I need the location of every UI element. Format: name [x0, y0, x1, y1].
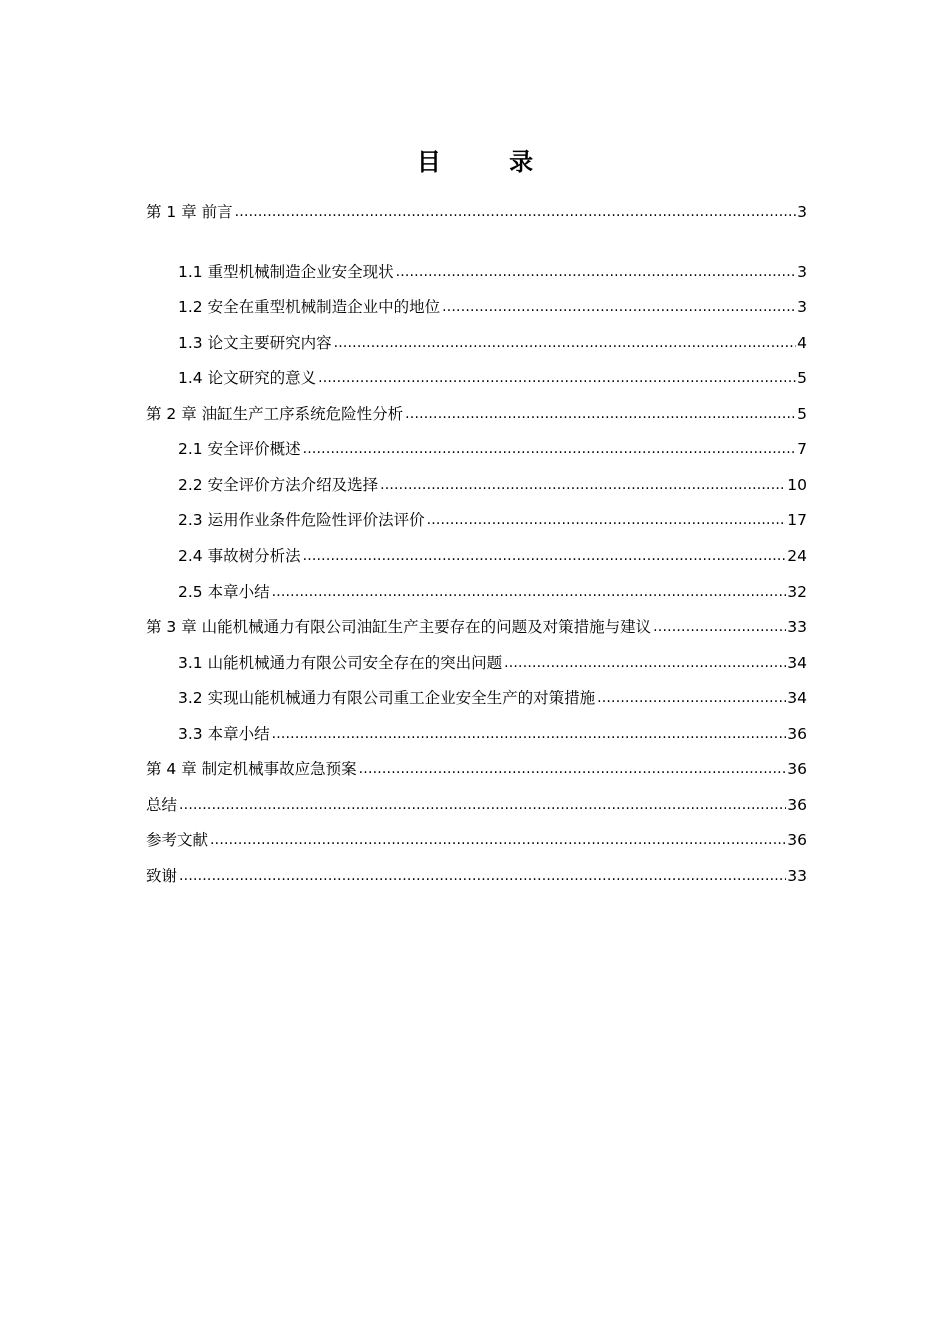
- toc-leader-dots: [597, 687, 786, 709]
- toc-entry-chapter-4[interactable]: [146, 756, 807, 780]
- toc-entry-chapter-1[interactable]: [146, 199, 807, 223]
- toc-page-number: 34: [787, 654, 807, 672]
- toc-entry-label: 2.3 运用作业条件危险性评价法评价: [178, 511, 425, 529]
- toc-leader-dots: [380, 474, 786, 496]
- toc-entry-chapter-3[interactable]: [146, 614, 807, 638]
- toc-entry-label: 1.1 重型机械制造企业安全现状: [178, 263, 394, 281]
- toc-leader-dots: [359, 758, 787, 780]
- toc-entry-label: 第 2 章 油缸生产工序系统危险性分析: [146, 405, 404, 423]
- toc-entry-3-1[interactable]: [178, 650, 807, 674]
- toc-entry-chapter-2[interactable]: [146, 401, 807, 425]
- toc-page-number: 10: [787, 476, 807, 494]
- toc-page-number: 36: [787, 760, 807, 778]
- toc-page-number: 34: [787, 689, 807, 707]
- toc-entry-1-1[interactable]: [178, 259, 807, 283]
- toc-page-number: 3: [797, 263, 807, 281]
- toc-entry-label: 1.2 安全在重型机械制造企业中的地位: [178, 298, 441, 316]
- toc-page-number: 33: [787, 867, 807, 885]
- toc-entry-references[interactable]: [146, 827, 807, 851]
- toc-leader-dots: [427, 509, 787, 531]
- toc-leader-dots: [179, 794, 786, 816]
- toc-entry-label: 2.4 事故树分析法: [178, 547, 301, 565]
- toc-entry-label: 2.2 安全评价方法介绍及选择: [178, 476, 379, 494]
- toc-page-number: 36: [787, 796, 807, 814]
- toc-entry-label: 3.2 实现山能机械通力有限公司重工企业安全生产的对策措施: [178, 689, 596, 707]
- toc-leader-dots: [303, 438, 797, 460]
- toc-entry-label: 2.1 安全评价概述: [178, 440, 301, 458]
- toc-entry-2-3[interactable]: [178, 507, 807, 531]
- toc-entry-acknowledgements[interactable]: [146, 863, 807, 887]
- toc-entry-2-1[interactable]: [178, 436, 807, 460]
- toc-leader-dots: [272, 581, 787, 603]
- toc-entry-3-3[interactable]: [178, 721, 807, 745]
- toc-entry-label: 总结: [146, 796, 178, 814]
- toc-leader-dots: [303, 545, 787, 567]
- toc-entry-2-5[interactable]: [178, 579, 807, 603]
- toc-leader-dots: [396, 261, 797, 283]
- toc-entry-label: 3.1 山能机械通力有限公司安全存在的突出问题: [178, 654, 503, 672]
- toc-entry-label: 第 1 章 前言: [146, 203, 233, 221]
- toc-entry-label: 致谢: [146, 867, 178, 885]
- toc-page-number: 5: [797, 405, 807, 423]
- toc-entry-label: 3.3 本章小结: [178, 725, 270, 743]
- toc-leader-dots: [235, 201, 796, 223]
- toc-entry-3-2[interactable]: [178, 685, 807, 709]
- toc-leader-dots: [442, 296, 796, 318]
- toc-leader-dots: [653, 616, 786, 638]
- toc-entry-label: 1.4 论文研究的意义: [178, 369, 317, 387]
- toc-leader-dots: [318, 367, 796, 389]
- toc-page-number: 24: [787, 547, 807, 565]
- toc-page-number: 36: [787, 831, 807, 849]
- toc-leader-dots: [272, 723, 787, 745]
- toc-entry-2-2[interactable]: [178, 472, 807, 496]
- toc-leader-dots: [334, 332, 797, 354]
- toc-entry-label: 2.5 本章小结: [178, 583, 270, 601]
- toc-entry-label: 参考文献: [146, 831, 209, 849]
- toc-page-number: 17: [787, 511, 807, 529]
- toc-page-number: 32: [787, 583, 807, 601]
- toc-title: 目 录: [416, 148, 564, 176]
- toc-page-number: 36: [787, 725, 807, 743]
- toc-page-number: 3: [797, 203, 807, 221]
- toc-entry-label: 第 4 章 制定机械事故应急预案: [146, 760, 357, 778]
- toc-entry-summary[interactable]: [146, 792, 807, 816]
- toc-entry-label: 1.3 论文主要研究内容: [178, 334, 332, 352]
- toc-leader-dots: [504, 652, 786, 674]
- toc-page-number: 7: [797, 440, 807, 458]
- toc-page-number: 5: [797, 369, 807, 387]
- toc-leader-dots: [405, 403, 796, 425]
- toc-entry-2-4[interactable]: [178, 543, 807, 567]
- toc-page-number: 4: [797, 334, 807, 352]
- toc-page-number: 3: [797, 298, 807, 316]
- toc-leader-dots: [179, 865, 786, 887]
- toc-page-number: 33: [787, 618, 807, 636]
- toc-entry-1-2[interactable]: [178, 294, 807, 318]
- toc-entry-label: 第 3 章 山能机械通力有限公司油缸生产主要存在的问题及对策措施与建议: [146, 618, 652, 636]
- toc-leader-dots: [210, 829, 786, 851]
- toc-entry-1-4[interactable]: [178, 365, 807, 389]
- toc-entry-1-3[interactable]: [178, 330, 807, 354]
